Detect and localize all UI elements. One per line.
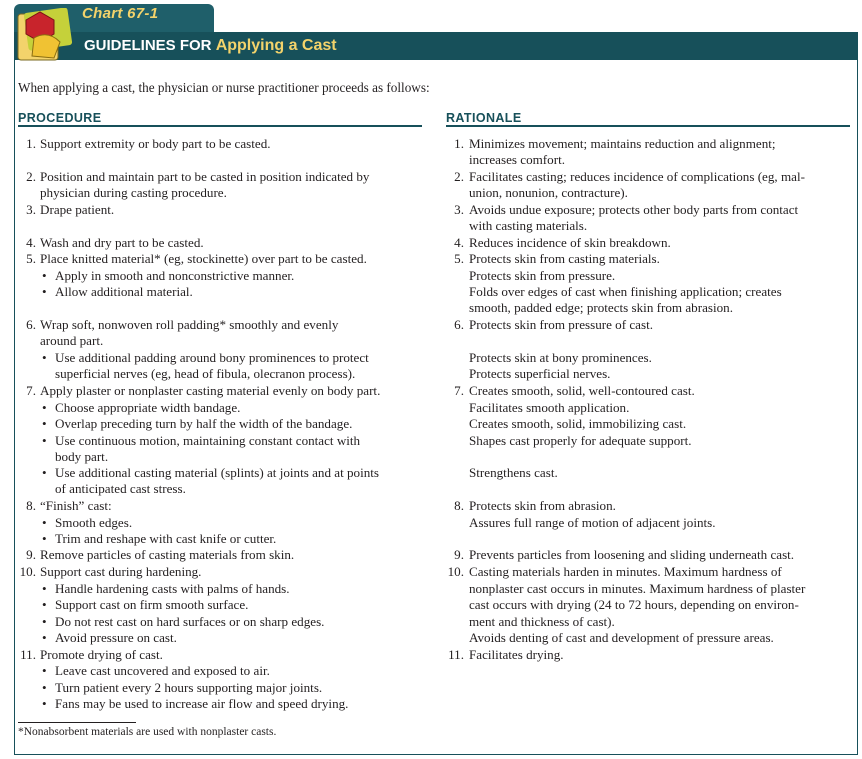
step-bullet: Overlap preceding turn by half the width of the bandage.	[55, 416, 353, 431]
bullet-icon: •	[42, 433, 47, 448]
rationale-text: Minimizes movement; maintains reduction and alignment;	[469, 136, 776, 151]
rationale-text: Creates smooth, solid, immobilizing cast.	[469, 416, 687, 431]
step-text: around part.	[40, 333, 104, 348]
step-bullet: body part.	[55, 449, 109, 464]
rationale-text: Protects skin at bony prominences.	[469, 350, 652, 365]
bullet-icon: •	[42, 630, 47, 645]
step-text: Remove particles of casting materials from skin.	[40, 547, 295, 562]
step-text: Wrap soft, nonwoven roll padding* smoothly and evenly	[40, 317, 339, 332]
step-number: 7.	[26, 383, 36, 398]
rationale-number: 1.	[454, 136, 464, 151]
rationale-text: Shapes cast properly for adequate support.	[469, 433, 692, 448]
step-bullet: Avoid pressure on cast.	[55, 630, 177, 645]
bullet-icon: •	[42, 663, 47, 678]
step-number: 1.	[26, 136, 36, 151]
rationale-text: Protects skin from casting materials.	[469, 251, 660, 266]
rationale-text: Strengthens cast.	[469, 465, 558, 480]
rationale-number: 8.	[454, 498, 464, 513]
step-number: 8.	[26, 498, 36, 513]
step-bullet: Do not rest cast on hard surfaces or on sharp edges.	[55, 614, 325, 629]
chart-label: Chart 67-1	[82, 5, 159, 22]
step-bullet: Turn patient every 2 hours supporting major joints.	[55, 680, 323, 695]
step-bullet: Allow additional material.	[55, 284, 193, 299]
chart-logo-icon	[14, 8, 76, 66]
rationale-number: 3.	[454, 202, 464, 217]
rationale-text: Facilitates drying.	[469, 647, 564, 662]
rationale-text: with casting materials.	[469, 218, 588, 233]
rationale-text: union, nonunion, contracture).	[469, 185, 628, 200]
step-text: Wash and dry part to be casted.	[40, 235, 204, 250]
step-number: 3.	[26, 202, 36, 217]
rationale-text: Reduces incidence of skin breakdown.	[469, 235, 671, 250]
rationale-text: cast occurs with drying (24 to 72 hours, depending on environ-	[469, 597, 799, 612]
step-bullet: Fans may be used to increase air flow and speed drying.	[55, 696, 349, 711]
step-number: 2.	[26, 169, 36, 184]
step-text: Promote drying of cast.	[40, 647, 163, 662]
step-bullet: Use additional padding around bony prominences to protect	[55, 350, 369, 365]
procedure-rule	[18, 125, 422, 127]
rationale-text: nonplaster cast occurs in minutes. Maximum hardness of plaster	[469, 581, 806, 596]
step-text: Drape patient.	[40, 202, 115, 217]
step-text: Apply plaster or nonplaster casting material evenly on body part.	[40, 383, 381, 398]
rationale-text: Casting materials harden in minutes. Maximum hardness of	[469, 564, 782, 579]
rationale-rule	[446, 125, 850, 127]
step-text: Place knitted material* (eg, stockinette) over part to be casted.	[40, 251, 367, 266]
bullet-icon: •	[42, 465, 47, 480]
rationale-text: ment and thickness of cast).	[469, 614, 615, 629]
bullet-icon: •	[42, 416, 47, 431]
rationale-number: 2.	[454, 169, 464, 184]
rationale-text: Avoids undue exposure; protects other body parts from contact	[469, 202, 799, 217]
bullet-icon: •	[42, 268, 47, 283]
rationale-number: 10.	[447, 564, 464, 579]
rationale-number: 6.	[454, 317, 464, 332]
rationale-number: 11.	[448, 647, 464, 662]
step-bullet: Choose appropriate width bandage.	[55, 400, 241, 415]
step-number: 5.	[26, 251, 36, 266]
rationale-text: Facilitates casting; reduces incidence of complications (eg, mal-	[469, 169, 805, 184]
page-title	[84, 37, 337, 55]
bullet-icon: •	[42, 597, 47, 612]
rationale-number: 7.	[454, 383, 464, 398]
rationale-text: Protects skin from abrasion.	[469, 498, 616, 513]
step-bullet: Smooth edges.	[55, 515, 133, 530]
step-text: “Finish” cast:	[40, 498, 112, 513]
bullet-icon: •	[42, 515, 47, 530]
step-text: Position and maintain part to be casted in position indicated by	[40, 169, 370, 184]
step-number: 6.	[26, 317, 36, 332]
step-bullet: superficial nerves (eg, head of fibula, olecranon process).	[55, 366, 356, 381]
rationale-text: Creates smooth, solid, well-contoured cast.	[469, 383, 695, 398]
step-bullet: Support cast on firm smooth surface.	[55, 597, 249, 612]
step-number: 9.	[26, 547, 36, 562]
step-text: Support extremity or body part to be casted.	[40, 136, 271, 151]
bullet-icon: •	[42, 614, 47, 629]
rationale-text: smooth, padded edge; protects skin from abrasion.	[469, 300, 733, 315]
step-bullet: of anticipated cast stress.	[55, 481, 186, 496]
rationale-number: 4.	[454, 235, 464, 250]
bullet-icon: •	[42, 284, 47, 299]
rationale-text: Protects skin from pressure of cast.	[469, 317, 653, 332]
bullet-icon: •	[42, 531, 47, 546]
title-accent: Applying a Cast	[215, 37, 337, 54]
step-bullet: Leave cast uncovered and exposed to air.	[55, 663, 270, 678]
rationale-text: Folds over edges of cast when finishing application; creates	[469, 284, 782, 299]
rationale-text: Prevents particles from loosening and sliding underneath cast.	[469, 547, 795, 562]
step-bullet: Handle hardening casts with palms of hands.	[55, 581, 290, 596]
step-bullet: Trim and reshape with cast knife or cutter.	[55, 531, 277, 546]
step-number: 10.	[19, 564, 36, 579]
bullet-icon: •	[42, 350, 47, 365]
rationale-text: Protects superficial nerves.	[469, 366, 611, 381]
step-number: 11.	[20, 647, 36, 662]
rationale-text: Assures full range of motion of adjacent joints.	[469, 515, 716, 530]
bullet-icon: •	[42, 680, 47, 695]
step-bullet: Use additional casting material (splints) at joints and at points	[55, 465, 380, 480]
rationale-number: 5.	[454, 251, 464, 266]
rationale-text: Facilitates smooth application.	[469, 400, 630, 415]
procedure-heading: PROCEDURE	[18, 111, 102, 125]
bullet-icon: •	[42, 400, 47, 415]
rationale-number: 9.	[454, 547, 464, 562]
step-text: physician during casting procedure.	[40, 185, 227, 200]
title-prefix: GUIDELINES FOR	[84, 37, 216, 54]
rationale-text: Protects skin from pressure.	[469, 268, 616, 283]
footnote: *Nonabsorbent materials are used with nonplaster casts.	[18, 726, 277, 738]
bullet-icon: •	[42, 581, 47, 596]
step-bullet: Use continuous motion, maintaining constant contact with	[55, 433, 361, 448]
rationale-heading: RATIONALE	[446, 111, 522, 125]
bullet-icon: •	[42, 696, 47, 711]
step-bullet: Apply in smooth and nonconstrictive manner.	[55, 268, 295, 283]
step-text: Support cast during hardening.	[40, 564, 202, 579]
rationale-text: increases comfort.	[469, 152, 565, 167]
footnote-rule	[18, 722, 136, 723]
step-number: 4.	[26, 235, 36, 250]
rationale-text: Avoids denting of cast and development of pressure areas.	[469, 630, 774, 645]
intro-text: When applying a cast, the physician or nurse practitioner proceeds as follows:	[18, 80, 430, 95]
